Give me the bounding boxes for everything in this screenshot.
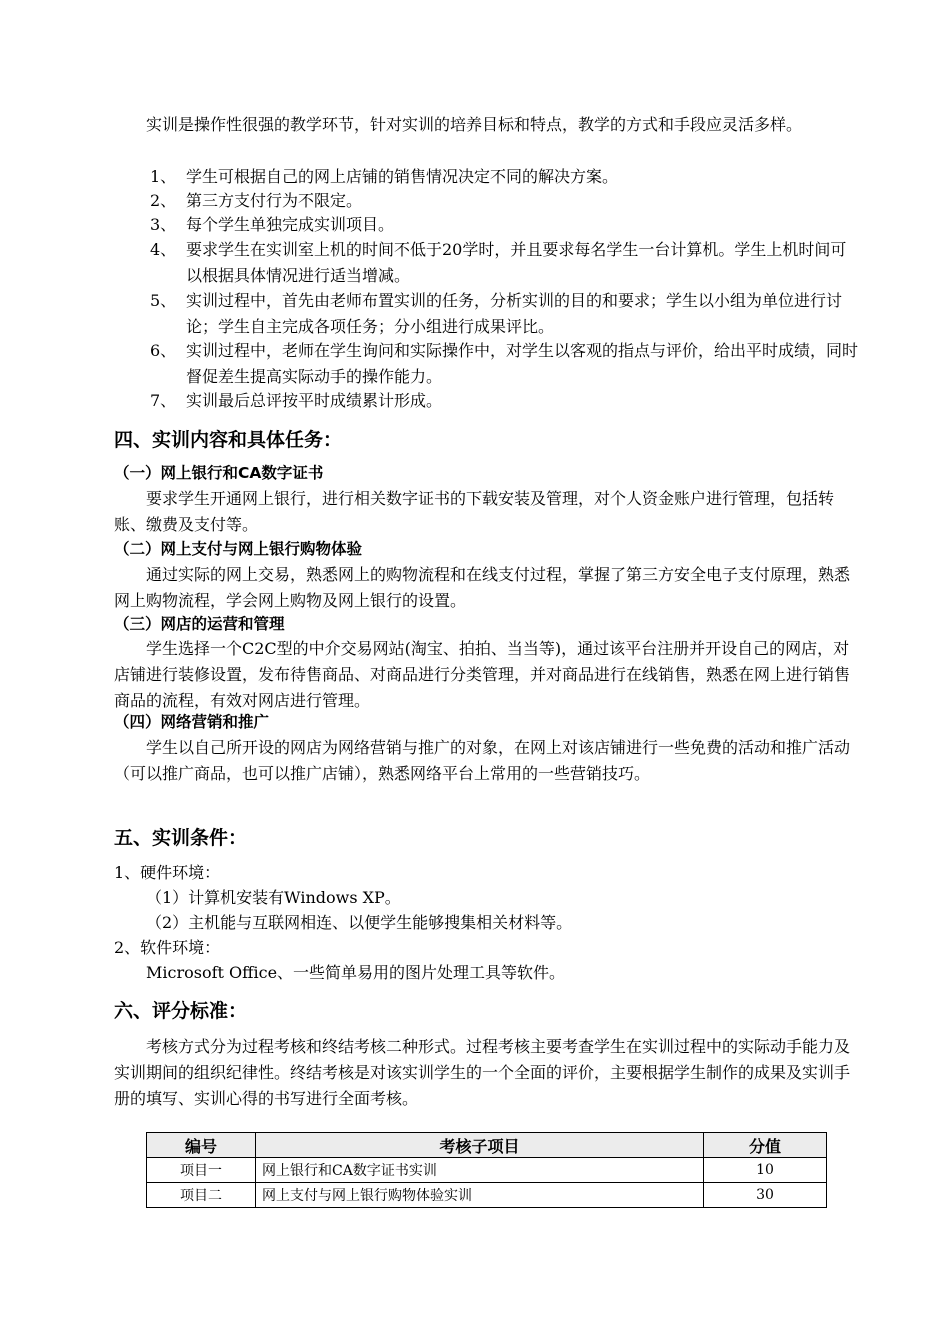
list-number: 4、	[150, 240, 177, 259]
table-header-row	[147, 1133, 827, 1158]
list-number: 6、	[150, 341, 177, 360]
list-text: 实训过程中，首先由老师布置实训的任务，分析实训的目的和要求；学生以小组为单位进行讨论；学生自主完成各项任务；分小组进行成果评比。	[186, 291, 843, 336]
software-label: 2、软件环境：	[114, 938, 221, 957]
list-item	[150, 338, 860, 390]
table-row	[147, 1158, 827, 1183]
list-item	[150, 237, 860, 289]
list-item	[150, 288, 860, 340]
cell-id: 项目二	[147, 1183, 256, 1208]
section-6-heading: 六、评分标准：	[114, 1000, 248, 1022]
list-number: 1、	[150, 167, 177, 186]
subsection-body: 通过实际的网上交易，熟悉网上的购物流程和在线支付过程，掌握了第三方安全电子支付原理，熟悉网上购物流程，学会网上购物及网上银行的设置。	[114, 565, 851, 610]
list-text: 实训最后总评按平时成绩累计形成。	[186, 391, 443, 410]
software-item: Microsoft Office、一些简单易用的图片处理工具等软件。	[146, 963, 566, 982]
list-number: 5、	[150, 291, 177, 310]
cell-item: 网上银行和CA数字证书实训	[256, 1158, 704, 1183]
header-item: 考核子项目	[256, 1133, 704, 1158]
hardware-label: 1、硬件环境：	[114, 863, 221, 882]
section-5-heading: 五、实训条件：	[114, 827, 248, 849]
grading-paragraph: 考核方式分为过程考核和终结考核二种形式。过程考核主要考查学生在实训过程中的实际动手能力及实训期间的组织纪律性。终结考核是对该实训学生的一个全面的评价，主要根据学生制作的成果及实训手册的填写、实训心得的书写进行全面考核。	[114, 1037, 851, 1108]
cell-score: 30	[704, 1183, 827, 1208]
header-score: 分值	[704, 1133, 827, 1158]
list-text: 要求学生在实训室上机的时间不低于20学时，并且要求每名学生一台计算机。学生上机时间可以根据具体情况进行适当增减。	[186, 240, 847, 285]
hardware-item: （2）主机能与互联网相连、以便学生能够搜集相关材料等。	[146, 913, 573, 932]
list-item	[150, 212, 860, 238]
intro-paragraph: 实训是操作性很强的教学环节，针对实训的培养目标和特点，教学的方式和手段应灵活多样。	[146, 115, 803, 134]
list-item	[150, 188, 860, 214]
list-number: 2、	[150, 191, 177, 210]
header-id: 编号	[147, 1133, 256, 1158]
subsection-heading: （一）网上银行和CA数字证书	[114, 464, 324, 482]
subsection-heading: （二）网上支付与网上银行购物体验	[114, 540, 363, 558]
list-number: 7、	[150, 391, 177, 410]
list-item	[150, 388, 860, 414]
cell-item: 网上支付与网上银行购物体验实训	[256, 1183, 704, 1208]
score-table	[146, 1132, 827, 1208]
subsection-body: 学生选择一个C2C型的中介交易网站(淘宝、拍拍、当当等)，通过该平台注册并开设自己的网店，对店铺进行装修设置，发布待售商品、对商品进行分类管理，并对商品进行在线销售，熟悉在网上进行销售商品的流程，有效对网店进行管理。	[114, 639, 851, 710]
list-text: 实训过程中，老师在学生询问和实际操作中，对学生以客观的指点与评价，给出平时成绩，同时督促差生提高实际动手的操作能力。	[186, 341, 859, 386]
table-row	[147, 1183, 827, 1208]
subsection-heading: （三）网店的运营和管理	[114, 615, 285, 633]
list-text: 学生可根据自己的网上店铺的销售情况决定不同的解决方案。	[186, 167, 619, 186]
subsection-heading: （四）网络营销和推广	[114, 713, 270, 731]
section-4-heading: 四、实训内容和具体任务：	[114, 429, 343, 451]
list-item	[150, 164, 860, 190]
list-number: 3、	[150, 215, 177, 234]
hardware-item: （1）计算机安装有Windows XP。	[146, 888, 401, 907]
subsection-body: 学生以自己所开设的网店为网络营销与推广的对象，在网上对该店铺进行一些免费的活动和推广活动（可以推广商品，也可以推广店铺），熟悉网络平台上常用的一些营销技巧。	[114, 738, 851, 783]
cell-score: 10	[704, 1158, 827, 1183]
list-text: 第三方支付行为不限定。	[186, 191, 363, 210]
subsection-body: 要求学生开通网上银行，进行相关数字证书的下载安装及管理，对个人资金账户进行管理，包括转账、缴费及支付等。	[114, 489, 835, 534]
cell-id: 项目一	[147, 1158, 256, 1183]
list-text: 每个学生单独完成实训项目。	[186, 215, 395, 234]
